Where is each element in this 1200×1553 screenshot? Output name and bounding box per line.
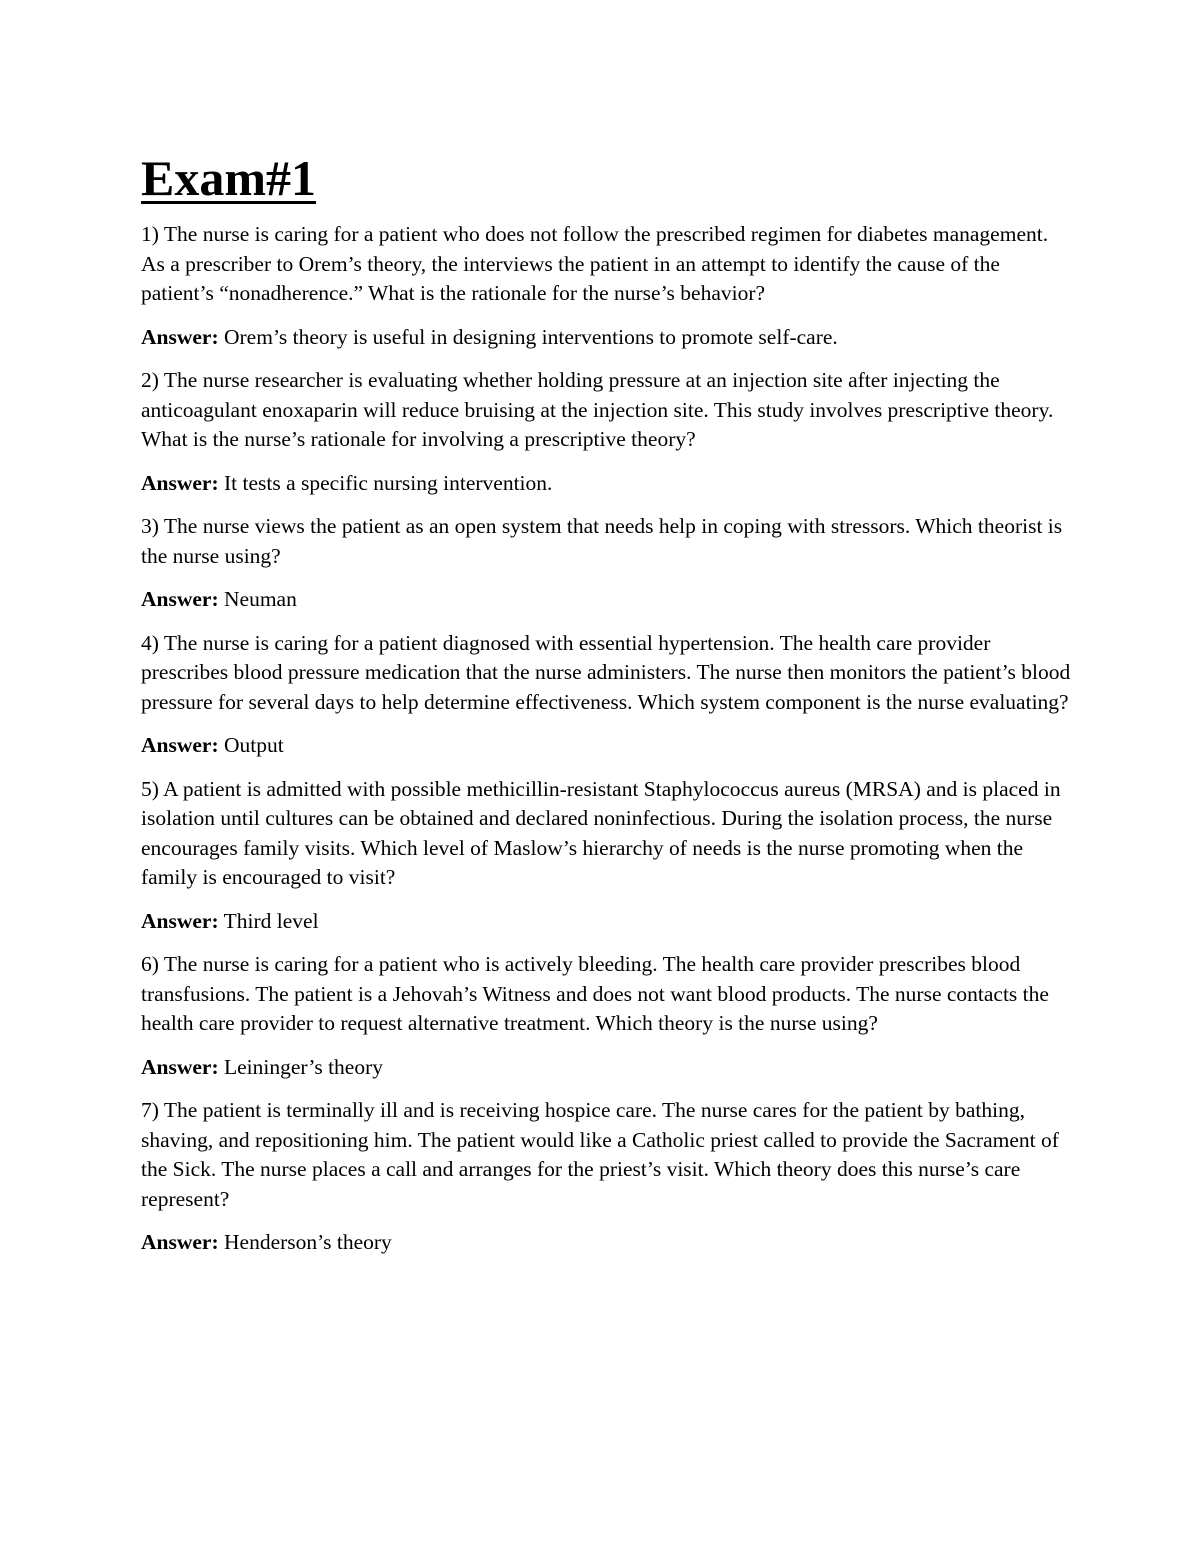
answer-label: Answer:	[141, 324, 219, 349]
answer-2	[141, 469, 1071, 499]
answer-text: Output	[224, 733, 284, 757]
answer-label: Answer:	[141, 908, 219, 933]
answer-5	[141, 907, 1071, 937]
answer-label: Answer:	[141, 1230, 219, 1254]
answer-text: Orem’s theory is useful in designing interventions to promote self-care.	[224, 324, 838, 349]
question-5: 5) A patient is admitted with possible methicillin-resistant Staphylococcus aureus (MRSA) and is placed in isolation until cultures can be obtained and declared noninfectious. During the isolation process, the nurse encourages family visits. Which level of Maslow’s hierarchy of needs is the nurse promoting when the family is encouraged to visit?	[141, 776, 1061, 889]
answer-text: It tests a specific nursing intervention.	[224, 470, 553, 495]
answer-text: Leininger’s theory	[224, 1054, 384, 1079]
answer-3	[141, 585, 1071, 615]
question-3: 3) The nurse views the patient as an open system that needs help in coping with stressors. Which theorist is the nurse using?	[141, 514, 1063, 568]
page-title: Exam#1	[141, 150, 316, 206]
answer-label: Answer:	[141, 1054, 219, 1079]
answer-label: Answer:	[141, 470, 219, 495]
answer-label: Answer:	[141, 587, 219, 611]
document-page	[141, 150, 1071, 1272]
question-1: 1) The nurse is caring for a patient who does not follow the prescribed regimen for diabetes management. As a prescriber to Orem’s theory, the interviews the patient in an attempt to identify the cause of the patient’s “nonadherence.” What is the rationale for the nurse’s behavior?	[141, 222, 1049, 305]
answer-7	[141, 1228, 1071, 1258]
answer-1	[141, 323, 1071, 353]
answer-6	[141, 1053, 1071, 1083]
answer-text: Neuman	[224, 587, 297, 611]
answer-label: Answer:	[141, 733, 219, 757]
question-7: 7) The patient is terminally ill and is receiving hospice care. The nurse cares for the patient by bathing, shaving, and repositioning him. The patient would like a Catholic priest called to provide the Sacrament of the Sick. The nurse places a call and arranges for the priest’s visit. Which theory does this nurse’s care represent?	[141, 1098, 1059, 1211]
answer-text: Henderson’s theory	[224, 1230, 392, 1254]
question-6: 6) The nurse is caring for a patient who is actively bleeding. The health care provider prescribes blood transfusions. The patient is a Jehovah’s Witness and does not want blood products. The nurse contacts the health care provider to request alternative treatment. Which theory is the nurse using?	[141, 952, 1049, 1035]
question-4: 4) The nurse is caring for a patient diagnosed with essential hypertension. The health care provider prescribes blood pressure medication that the nurse administers. The nurse then monitors the patient’s blood pressure for several days to help determine effectiveness. Which system component is the nurse evaluating?	[141, 630, 1071, 714]
answer-text: Third level	[223, 908, 319, 933]
question-2: 2) The nurse researcher is evaluating whether holding pressure at an injection site after injecting the anticoagulant enoxaparin will reduce bruising at the injection site. This study involves prescriptive theory. What is the nurse’s rationale for involving a prescriptive theory?	[141, 368, 1054, 451]
answer-4	[141, 731, 1071, 761]
